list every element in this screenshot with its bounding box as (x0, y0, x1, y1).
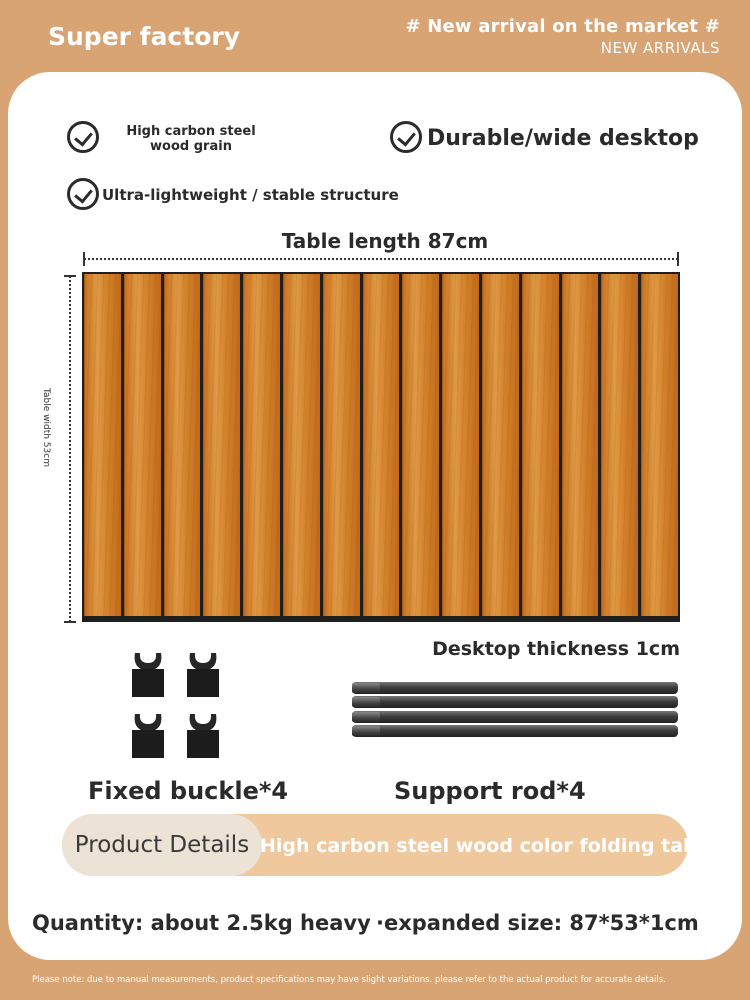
header-tagline (406, 16, 720, 57)
rod-end-cap (352, 697, 380, 707)
support-rod (352, 725, 678, 737)
product-name: High carbon steel wood color folding table (260, 835, 717, 857)
wood-slat (164, 274, 201, 616)
check-circle-icon (67, 178, 99, 210)
rod-end-cap (352, 726, 380, 736)
check-circle-icon (67, 121, 99, 153)
support-rod (352, 696, 678, 708)
quantity-spec: Quantity: about 2.5kg heavy (32, 911, 371, 935)
table-top-image (82, 272, 680, 622)
wood-slat (203, 274, 240, 616)
rod-end-cap (352, 683, 380, 693)
tagline-text: # New arrival on the market # (405, 16, 720, 37)
feature-steel-line1: High carbon steel (126, 124, 256, 139)
wood-slat (283, 274, 320, 616)
wood-slat (601, 274, 638, 616)
support-rod (352, 682, 678, 694)
table-width-label: Table width 53cm (41, 388, 51, 467)
size-spec: ·expanded size: 87*53*1cm (376, 911, 699, 935)
table-length-label: Table length 87cm (281, 229, 489, 253)
disclaimer-note: Please note: due to manual measurements, product specifications may have slight variations. please refer to the actual product for accurate details. (32, 975, 666, 985)
wood-slat (363, 274, 400, 616)
feature-desktop: Durable/wide desktop (427, 126, 699, 151)
feature-steel (126, 124, 256, 154)
buckle-icon (129, 712, 167, 760)
support-rod (352, 711, 678, 723)
buckle-icon (184, 651, 222, 699)
wood-slat (442, 274, 479, 616)
subtag-text: NEW ARRIVALS (600, 39, 720, 57)
wood-slat (562, 274, 599, 616)
product-details-tab: Product Details (62, 814, 262, 876)
buckle-icon (184, 712, 222, 760)
wood-slat (84, 274, 121, 616)
buckle-icon (129, 651, 167, 699)
rod-end-cap (352, 712, 380, 722)
wood-slat (482, 274, 519, 616)
feature-steel-line2: wood grain (150, 139, 232, 154)
desktop-thickness-label: Desktop thickness 1cm (432, 638, 680, 660)
wood-slat (522, 274, 559, 616)
check-circle-icon (390, 121, 422, 153)
feature-structure: Ultra-lightweight / stable structure (102, 186, 399, 204)
brand-title: Super factory (48, 22, 241, 51)
wood-slat (243, 274, 280, 616)
wood-slat (641, 274, 678, 616)
width-dimension-line (69, 276, 71, 622)
wood-slat (323, 274, 360, 616)
wood-slat (124, 274, 161, 616)
wood-slat (402, 274, 439, 616)
length-dimension-line (84, 258, 678, 260)
buckle-caption: Fixed buckle*4 (88, 777, 289, 805)
rod-caption: Support rod*4 (394, 777, 586, 805)
